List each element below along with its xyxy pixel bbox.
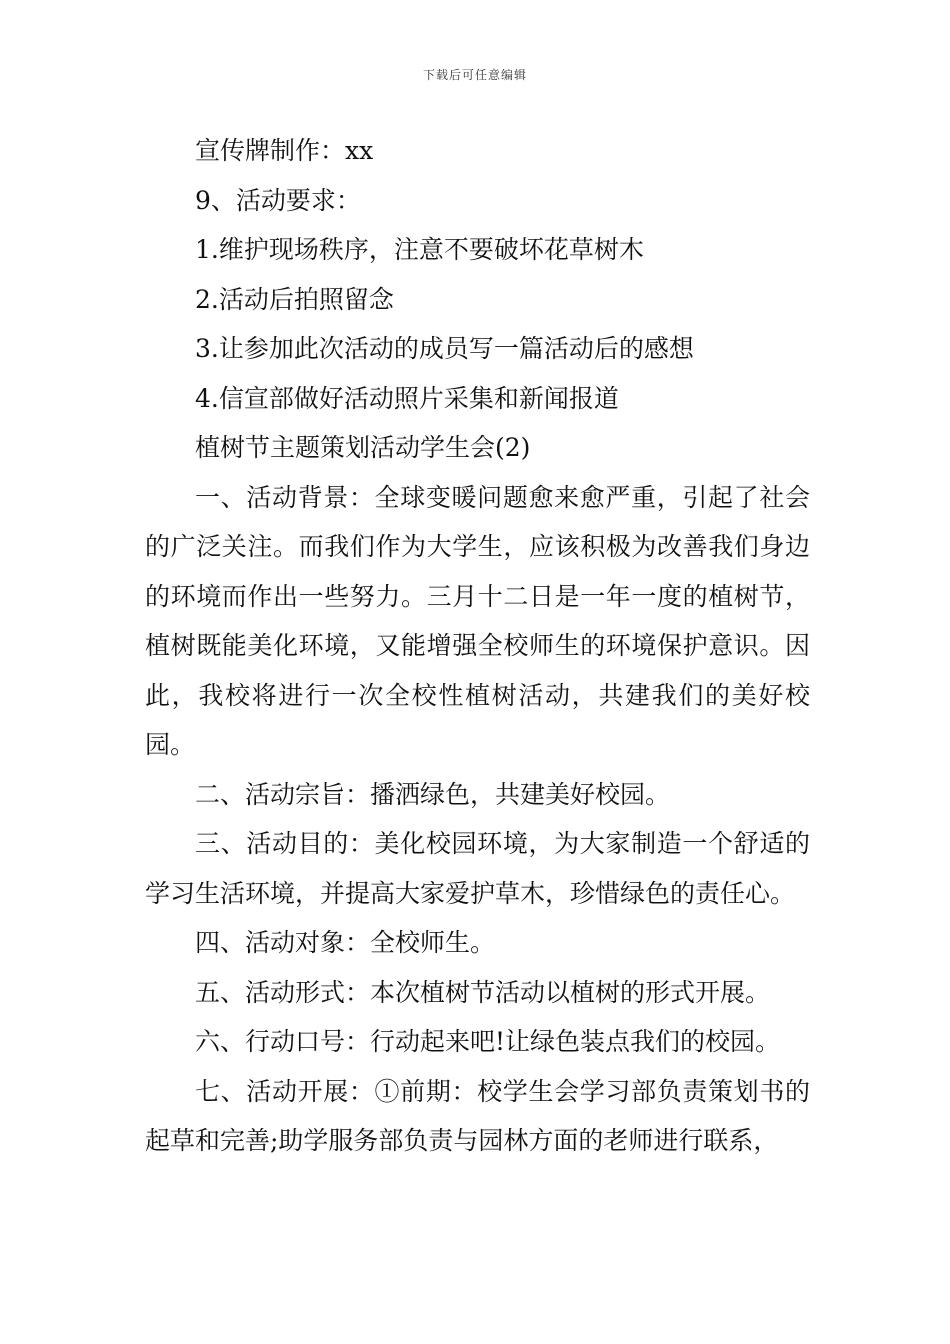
line-activity-requirements: 9、活动要求： (195, 185, 361, 215)
line-sign-production: 宣传牌制作：xx (195, 136, 374, 165)
paragraph-purpose: 二、活动宗旨：播洒绿色，共建美好校园。 (195, 779, 671, 809)
paragraph-format: 五、活动形式：本次植树节活动以植树的形式开展。 (195, 977, 771, 1007)
header-note: 下载后可任意编辑 (422, 68, 527, 82)
line-requirement-3: 3.让参加此次活动的成员写一篇活动后的感想 (195, 334, 694, 363)
section-title: 植树节主题策划活动学生会(2) (195, 433, 531, 462)
paragraph-slogan: 六、行动口号：行动起来吧!让绿色装点我们的校园。 (195, 1027, 781, 1056)
paragraph-goal: 三、活动目的：美化校园环境，为大家制造一个舒适的学习生活环境，并提高大家爱护草木，珍惜绿色的责任心。 (145, 829, 810, 908)
document-body (145, 126, 810, 1166)
line-requirement-1: 1.维护现场秩序，注意不要破坏花草树木 (195, 235, 644, 264)
line-requirement-4: 4.信宣部做好活动照片采集和新闻报道 (195, 383, 619, 413)
paragraph-background: 一、活动背景：全球变暖问题愈来愈严重，引起了社会的广泛关注。而我们作为大学生，应该积极为改善我们身边的环境而作出一些努力。三月十二日是一年一度的植树节，植树既能美化环境，又能增强全校师生的环境保护意识。因此，我校将进行一次全校性植树活动，共建我们的美好校园。 (145, 482, 810, 759)
line-requirement-2: 2.活动后拍照留念 (195, 284, 394, 314)
paragraph-schedule: 七、活动开展：①前期：校学生会学习部负责策划书的起草和完善;助学服务部负责与园林方面的老师进行联系， (145, 1076, 810, 1155)
paragraph-audience: 四、活动对象：全校师生。 (195, 928, 496, 957)
